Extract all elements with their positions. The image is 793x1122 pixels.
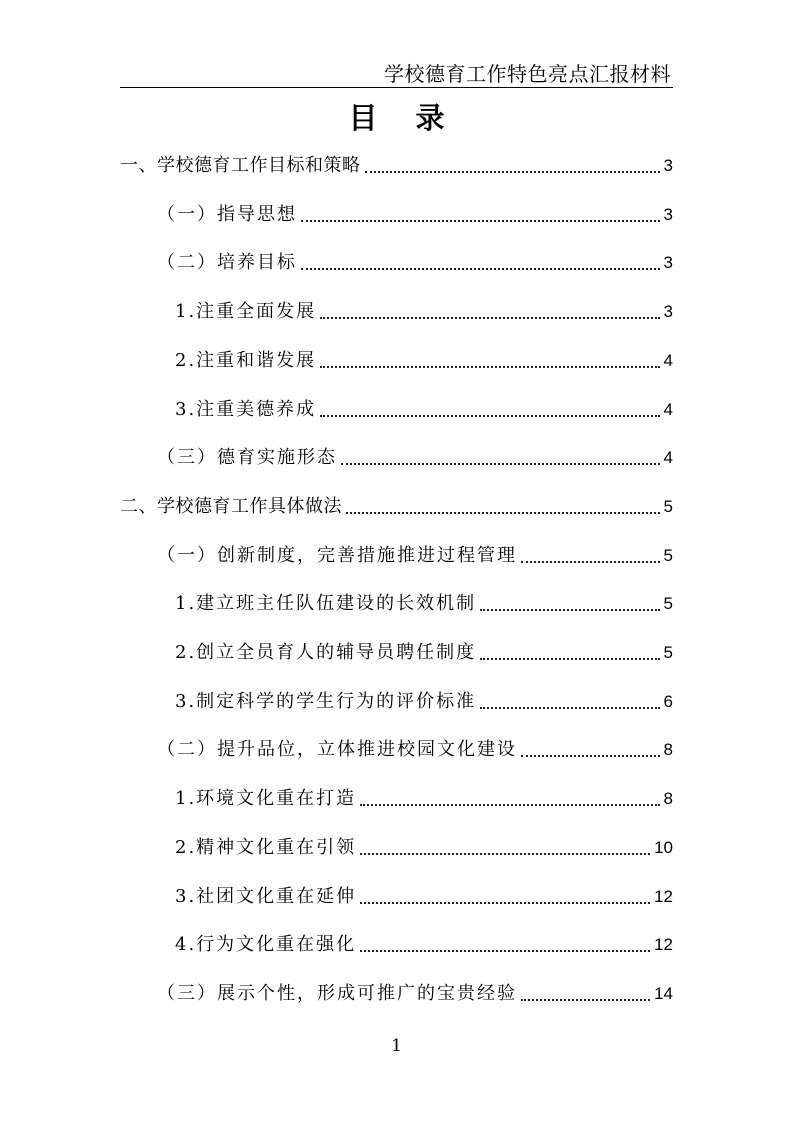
toc-entry-page: 3 [663,302,673,322]
toc-entry-label: 2.注重和谐发展 [175,349,317,371]
dot-leader [521,755,660,757]
dot-leader [360,804,659,806]
dot-leader [320,317,659,319]
toc-entry-page: 5 [663,594,673,614]
toc-entry-page: 14 [654,983,673,1003]
toc-entry[interactable] [175,785,673,813]
dot-leader [360,950,650,952]
toc-entry-label: 3.注重美德养成 [175,398,317,420]
toc-entry[interactable] [175,298,673,326]
toc-entry-page: 5 [663,643,673,662]
dot-leader [346,512,660,514]
toc-entry[interactable] [157,249,673,277]
toc-entry-page: 3 [663,156,673,175]
toc-entry-page: 8 [663,789,673,809]
toc-entry[interactable] [175,688,673,716]
toc-entry-page: 12 [654,935,673,955]
toc-entry-label: （二）培养目标 [157,252,297,274]
toc-entry-label: 2.精神文化重在引领 [175,836,357,858]
header-title: 学校德育工作特色亮点汇报材料 [384,62,671,86]
toc-entry[interactable] [157,201,673,229]
toc-entry[interactable] [175,883,673,911]
toc-entry-label: （三）展示个性，形成可推广的宝贵经验 [157,982,517,1004]
toc-entry[interactable] [175,590,673,618]
toc-entry-label: （一）指导思想 [157,203,297,225]
toc-entry-page: 6 [663,691,673,711]
toc-entry[interactable] [120,493,673,521]
toc-entry[interactable] [157,980,673,1008]
toc-entry-label: （二）提升品位，立体推进校园文化建设 [157,739,517,761]
toc-entry-label: 1.注重全面发展 [175,301,317,323]
toc-entry-page: 4 [663,399,673,419]
toc-entry-page: 8 [663,740,673,760]
dot-leader [480,658,659,660]
toc-entry-label: （三）德育实施形态 [157,447,337,469]
dot-leader [360,853,650,855]
dot-leader [320,415,659,417]
toc-entry-page: 4 [663,448,673,468]
toc-entry-label: （一）创新制度，完善措施推进过程管理 [157,544,517,566]
toc-entry[interactable] [157,542,673,570]
toc-entry-label: 一、学校德育工作目标和策略 [120,155,361,176]
toc-entry-page: 3 [663,253,673,273]
dot-leader [301,220,660,222]
toc-entry-page: 4 [663,350,673,370]
toc-title: 目 录 [348,101,459,135]
dot-leader [360,902,650,904]
toc-entry[interactable] [157,444,673,472]
page-number: 1 [391,1036,402,1056]
toc-entry-page: 3 [663,204,673,224]
dot-leader [341,463,660,465]
toc-entry-label: 二、学校德育工作具体做法 [120,495,342,517]
toc-entry-label: 1.建立班主任队伍建设的长效机制 [175,593,477,615]
toc-entry[interactable] [175,931,673,959]
toc-entry[interactable] [175,347,673,375]
toc-entry-label: 3.社团文化重在延伸 [175,885,357,907]
toc-entry[interactable] [157,736,673,764]
toc-entry-page: 5 [663,496,673,516]
toc-entry[interactable] [120,152,673,180]
toc-entry[interactable] [175,834,673,862]
toc-entry-label: 2.创立全员育人的辅导员聘任制度 [175,642,477,663]
dot-leader [365,171,660,173]
toc-entry-page: 12 [654,886,673,906]
dot-leader [480,707,659,709]
dot-leader [320,366,659,368]
toc-entry-page: 5 [663,545,673,565]
dot-leader [301,268,660,270]
toc-entry[interactable] [175,639,673,667]
dot-leader [521,999,650,1001]
toc-entry-label: 4.行为文化重在强化 [175,934,357,956]
toc-entry-page: 10 [654,837,673,857]
dot-leader [521,561,660,563]
dot-leader [480,609,659,611]
toc-entry-label: 3.制定科学的学生行为的评价标准 [175,690,477,712]
toc-entry-label: 1.环境文化重在打造 [175,788,357,810]
toc-entry[interactable] [175,396,673,424]
